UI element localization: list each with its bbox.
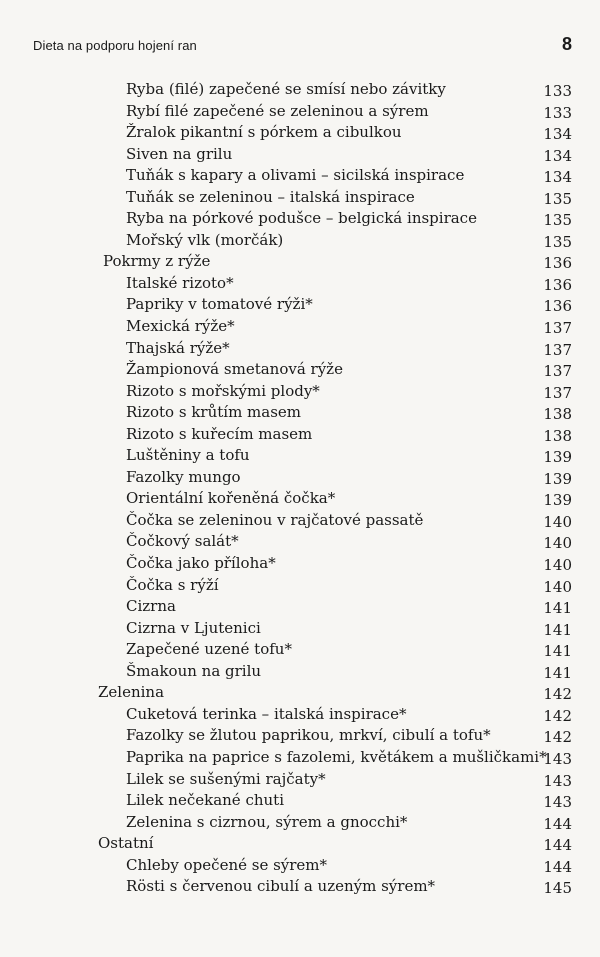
- toc-page-number: 144: [543, 814, 572, 833]
- toc-page-number: 143: [543, 793, 572, 812]
- toc-page-number: 140: [543, 556, 572, 575]
- toc-page-number: 134: [543, 146, 572, 165]
- toc-recipe-title: Žampionová smetanová rýže: [126, 360, 343, 379]
- toc-entry: [0, 230, 600, 252]
- toc-entry: [0, 467, 600, 489]
- toc-entry: [0, 510, 600, 532]
- toc-section-title: Ostatní: [98, 834, 154, 853]
- toc-entry: [0, 769, 600, 791]
- toc-entry: [0, 575, 600, 597]
- toc-recipe-title: Tuňák se zeleninou – italská inspirace: [126, 187, 415, 206]
- toc-entry: [0, 833, 600, 855]
- toc-page-number: 140: [543, 512, 572, 531]
- toc-page-number: 142: [543, 706, 572, 725]
- toc-recipe-title: Cizrna v Ljutenici: [126, 618, 261, 637]
- toc-page-number: 135: [543, 232, 572, 251]
- toc-entry: [0, 208, 600, 230]
- toc-page-number: 135: [543, 189, 572, 208]
- toc-entry: [0, 79, 600, 101]
- toc-page-number: 140: [543, 534, 572, 553]
- toc-page-number: 134: [543, 125, 572, 144]
- toc-page-number: 143: [543, 749, 572, 768]
- table-of-contents: [0, 79, 600, 898]
- toc-entry: [0, 747, 600, 769]
- toc-entry: [0, 553, 600, 575]
- toc-page-number: 135: [543, 211, 572, 230]
- toc-entry: [0, 165, 600, 187]
- toc-section-title: Pokrmy z rýže: [103, 252, 211, 271]
- toc-recipe-title: Paprika na paprice s fazolemi, květákem a mušličkami*: [126, 747, 547, 766]
- toc-recipe-title: Šmakoun na grilu: [126, 661, 262, 680]
- page-header: [0, 0, 600, 60]
- toc-page-number: 136: [543, 275, 572, 294]
- toc-entry: [0, 445, 600, 467]
- toc-entry: [0, 790, 600, 812]
- toc-recipe-title: Rösti s červenou cibulí a uzeným sýrem*: [126, 877, 436, 896]
- toc-page-number: 134: [543, 168, 572, 187]
- toc-entry: [0, 316, 600, 338]
- toc-page-number: 141: [543, 663, 572, 682]
- toc-entry: [0, 725, 600, 747]
- toc-recipe-title: Ryba (filé) zapečené se smísí nebo závitky: [126, 80, 446, 98]
- toc-recipe-title: Ryba na pórkové podušce – belgická inspirace: [126, 209, 477, 228]
- toc-recipe-title: Rybí filé zapečené se zeleninou a sýrem: [126, 101, 429, 120]
- toc-entry: [0, 402, 600, 424]
- toc-recipe-title: Fazolky se žlutou paprikou, mrkví, cibulí a tofu*: [126, 726, 491, 745]
- toc-page-number: 133: [543, 103, 572, 122]
- toc-recipe-title: Papriky v tomatové rýži*: [126, 295, 313, 314]
- toc-entry: [0, 704, 600, 726]
- toc-recipe-title: Cizrna: [126, 597, 176, 616]
- toc-recipe-title: Tuňák s kapary a olivami – sicilská inspirace: [126, 166, 465, 185]
- toc-page-number: 144: [543, 857, 572, 876]
- toc-page-number: 139: [543, 491, 572, 510]
- toc-section-title: Zelenina: [98, 683, 165, 702]
- toc-recipe-title: Rizoto s mořskými plody*: [126, 381, 320, 400]
- toc-entry: [0, 338, 600, 360]
- toc-page-number: 144: [543, 836, 572, 855]
- toc-entry: [0, 101, 600, 123]
- toc-entry: [0, 488, 600, 510]
- toc-recipe-title: Orientální kořeněná čočka*: [126, 489, 336, 508]
- toc-recipe-title: Lilek nečekané chuti: [126, 791, 284, 810]
- toc-page-number: 140: [543, 577, 572, 596]
- toc-recipe-title: Luštěniny a tofu: [126, 446, 250, 465]
- toc-recipe-title: Čočka s rýží: [126, 575, 219, 594]
- toc-recipe-title: Italské rizoto*: [126, 273, 234, 292]
- toc-page-number: 138: [543, 426, 572, 445]
- toc-page-number: 136: [543, 297, 572, 316]
- toc-entry: [0, 596, 600, 618]
- toc-recipe-title: Zapečené uzené tofu*: [126, 640, 292, 659]
- toc-recipe-title: Lilek se sušenými rajčaty*: [126, 769, 326, 788]
- toc-entry: [0, 531, 600, 553]
- toc-entry: [0, 812, 600, 834]
- toc-recipe-title: Thajská rýže*: [126, 338, 230, 357]
- toc-page-number: 141: [543, 599, 572, 618]
- toc-recipe-title: Mořský vlk (morčák): [126, 230, 284, 249]
- toc-page-number: 142: [543, 685, 572, 704]
- toc-entry: [0, 661, 600, 683]
- toc-entry: [0, 359, 600, 381]
- toc-page-number: 137: [543, 319, 572, 338]
- toc-entry: [0, 294, 600, 316]
- toc-entry: [0, 273, 600, 295]
- toc-page-number: 137: [543, 383, 572, 402]
- page-number: 8: [561, 34, 572, 54]
- toc-recipe-title: Čočka jako příloha*: [126, 554, 276, 573]
- toc-recipe-title: Mexická rýže*: [126, 317, 235, 336]
- toc-entry: [0, 251, 600, 273]
- toc-recipe-title: Fazolky mungo: [126, 467, 241, 486]
- toc-recipe-title: Cuketová terinka – italská inspirace*: [126, 704, 407, 723]
- toc-entry: [0, 639, 600, 661]
- toc-page-number: 139: [543, 448, 572, 467]
- toc-recipe-title: Siven na grilu: [126, 144, 233, 163]
- toc-page-number: 136: [543, 254, 572, 273]
- toc-recipe-title: Rizoto s kuřecím masem: [126, 424, 313, 443]
- toc-page-number: 141: [543, 642, 572, 661]
- toc-recipe-title: Rizoto s krůtím masem: [126, 403, 302, 422]
- toc-entry: [0, 144, 600, 166]
- toc-recipe-title: Žralok pikantní s pórkem a cibulkou: [126, 123, 402, 142]
- toc-recipe-title: Čočka se zeleninou v rajčatové passatě: [126, 510, 424, 529]
- toc-entry: [0, 424, 600, 446]
- toc-entry: [0, 682, 600, 704]
- toc-entry: [0, 855, 600, 877]
- toc-entry: [0, 618, 600, 640]
- toc-recipe-title: Čočkový salát*: [126, 532, 239, 551]
- toc-page-number: 142: [543, 728, 572, 747]
- running-title: Dieta na podporu hojení ran: [33, 38, 197, 53]
- toc-page-number: 145: [543, 879, 572, 898]
- toc-page-number: 143: [543, 771, 572, 790]
- toc-entry: [0, 122, 600, 144]
- toc-page-number: 139: [543, 469, 572, 488]
- toc-recipe-title: Zelenina s cizrnou, sýrem a gnocchi*: [126, 812, 408, 831]
- toc-page-number: 138: [543, 405, 572, 424]
- toc-page-number: 137: [543, 362, 572, 381]
- toc-page-number: 133: [543, 82, 572, 100]
- toc-entry: [0, 381, 600, 403]
- toc-entry: [0, 876, 600, 898]
- toc-page-number: 137: [543, 340, 572, 359]
- toc-entry: [0, 187, 600, 209]
- toc-recipe-title: Chleby opečené se sýrem*: [126, 855, 328, 874]
- toc-page-number: 141: [543, 620, 572, 639]
